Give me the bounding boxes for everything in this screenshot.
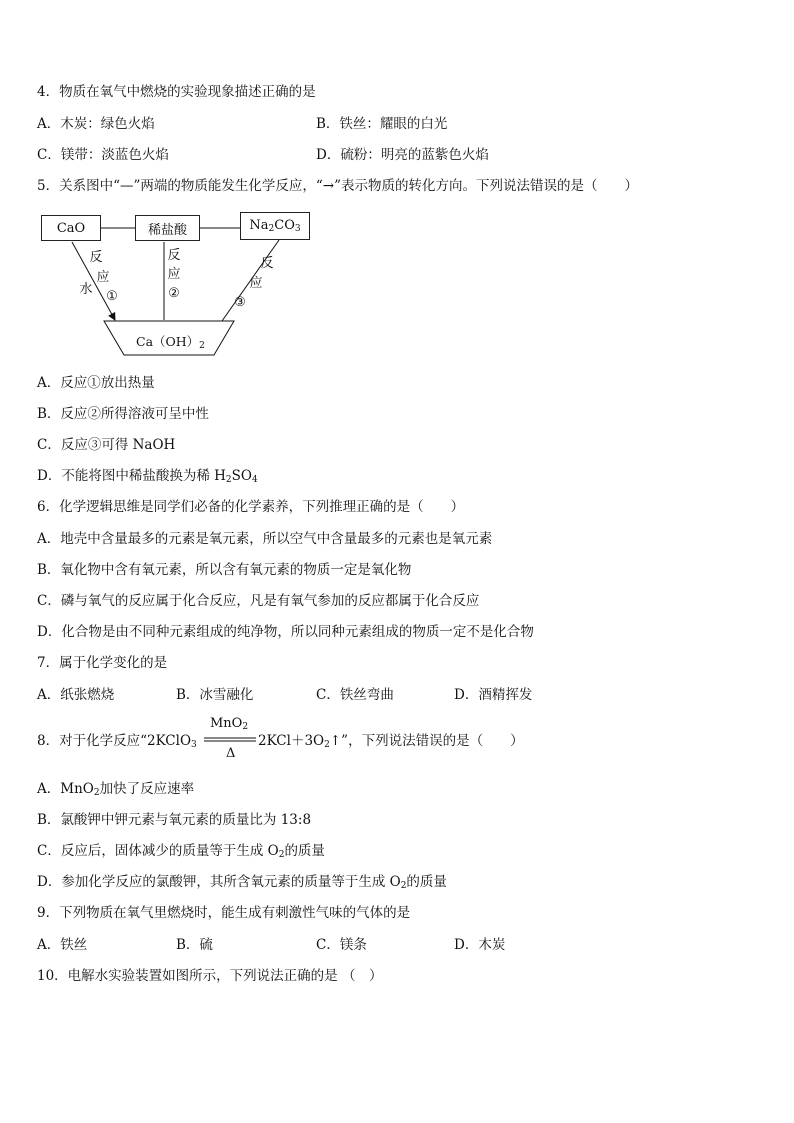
q5-option-b: B．反应②所得溶液可呈中性 <box>37 406 209 422</box>
na2co3-label: $Na_2CO_3$ <box>249 218 301 234</box>
q8-heat-symbol: Δ <box>226 746 236 761</box>
hcl-label: 稀盐酸 <box>147 222 187 238</box>
q6-option-b: B．氧化物中含有氧元素，所以含有氧元素的物质一定是氧化物 <box>37 562 412 578</box>
q7-option-b: B．冰雪融化 <box>176 687 254 703</box>
q4-option-a: A．木炭：绿色火焰 <box>37 116 155 132</box>
r1-char-2: 应 <box>96 270 110 285</box>
q6-option-d: D．化合物是由不同种元素组成的纯净物，所以同种元素组成的物质一定不是化合物 <box>37 624 534 640</box>
q9-option-b: B．硫 <box>176 937 213 953</box>
q4-option-d: D．硫粉：明亮的蓝紫色火焰 <box>316 147 489 163</box>
r1-circle-1: ① <box>106 289 118 304</box>
q7-option-a: A．纸张燃烧 <box>37 687 115 703</box>
r3-char-2: 应 <box>249 276 263 291</box>
q4-option-c: C．镁带：淡蓝色火焰 <box>37 147 169 163</box>
q6-option-a: A．地壳中含量最多的元素是氧元素，所以空气中含量最多的元素也是氧元素 <box>37 531 493 547</box>
q8-option-a: A．MnO$_2$加快了反应速率 <box>37 781 195 798</box>
q9-option-c: C．镁条 <box>316 937 367 953</box>
r2-circle-2: ② <box>168 286 180 301</box>
r1-char-1: 反 <box>89 250 103 265</box>
caoh2-label: $Ca(OH)_2$ <box>136 334 205 351</box>
q4-stem: 4．物质在氧气中燃烧的实验现象描述正确的是 <box>37 84 316 100</box>
q6-option-c: C．磷与氧气的反应属于化合反应，凡是有氧气参加的反应都属于化合反应 <box>37 593 480 609</box>
r3-circle-3: ③ <box>234 295 246 310</box>
q5-option-c: C．反应③可得 NaOH <box>37 437 176 453</box>
q5-option-d: D．不能将图中稀盐酸换为稀 $H_2SO_4$ <box>37 468 258 485</box>
r2-char-2: 应 <box>167 267 181 282</box>
q9-stem: 9．下列物质在氧气里燃烧时，能生成有刺激性气味的气体的是 <box>37 905 411 921</box>
q9-option-d: D．木炭 <box>454 937 506 953</box>
q7-option-c: C．铁丝弯曲 <box>316 687 394 703</box>
q7-stem: 7．属于化学变化的是 <box>37 655 168 671</box>
q10-stem: 10．电解水实验装置如图所示，下列说法正确的是 （ ） <box>37 968 383 984</box>
r2-char-1: 反 <box>167 248 181 263</box>
q5-stem: 5．关系图中“—”两端的物质能发生化学反应，“→”表示物质的转化方向。下列说法错误的是（ ） <box>37 178 639 194</box>
q5-option-a: A．反应①放出热量 <box>37 375 155 391</box>
q8-option-c: C．反应后，固体减少的质量等于生成 $O_2$的质量 <box>37 843 325 860</box>
q6-stem: 6．化学逻辑思维是同学们必备的化学素养，下列推理正确的是（ ） <box>37 499 465 515</box>
q4-option-b: B．铁丝：耀眼的白光 <box>316 116 448 132</box>
q8-option-b: B．氯酸钾中钾元素与氧元素的质量比为 13:8 <box>37 812 312 828</box>
r3-char-1: 反 <box>260 256 274 271</box>
q8-stem-right: $2KCl+3O_2↑$”，下列说法错误的是（ ） <box>258 733 524 750</box>
q8-stem-left: 8．对于化学反应“2KClO$_3$ <box>37 733 197 750</box>
cao-label: CaO <box>56 220 86 236</box>
q9-option-a: A．铁丝 <box>37 937 88 953</box>
q7-option-d: D．酒精挥发 <box>454 687 533 703</box>
q8-catalyst: MnO$_2$ <box>210 716 249 732</box>
q8-option-d: D．参加化学反应的氯酸钾，其所含氧元素的质量等于生成 $O_2$的质量 <box>37 874 447 891</box>
r1-water-label: 水 <box>79 282 93 297</box>
